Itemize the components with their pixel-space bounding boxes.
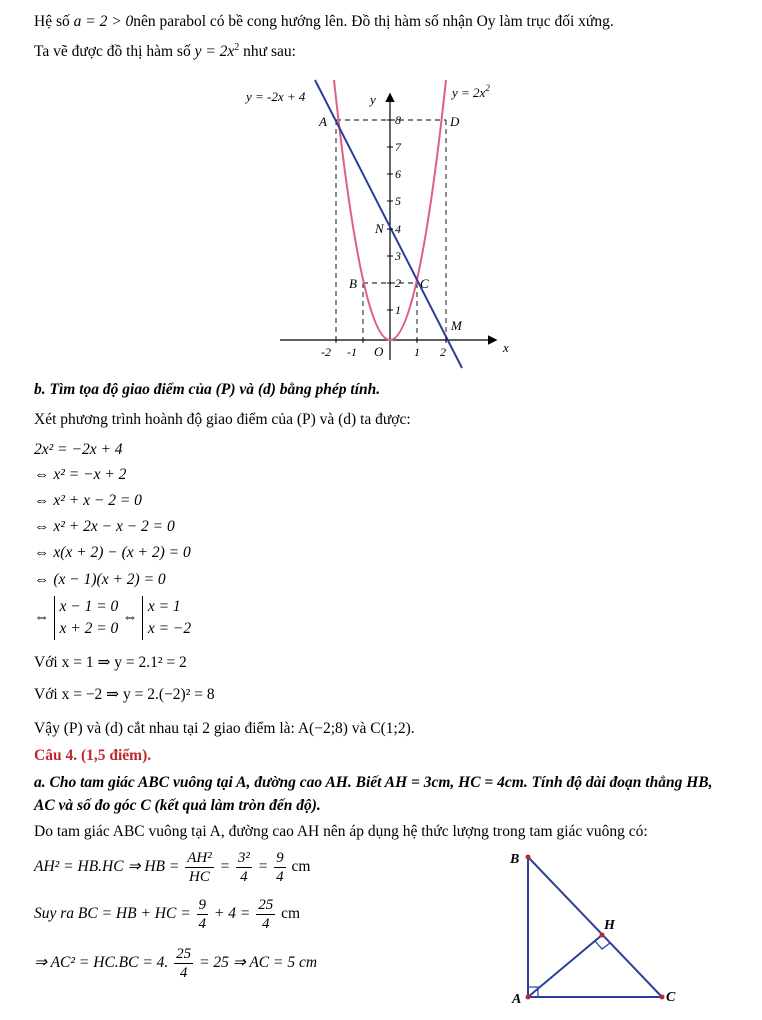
intro-line1-post: nên parabol có bề cong hướng lên. Đồ thị hàm số nhận Oy làm trục đối xứng. xyxy=(133,13,614,30)
y-tick-4: 4 xyxy=(395,222,401,236)
x-tick-2: 2 xyxy=(440,345,446,359)
point-B: B xyxy=(349,276,357,291)
triangle-label-C: C xyxy=(666,990,676,1005)
intro-line2-math: y = 2x xyxy=(194,43,235,60)
conclusion: Vậy (P) và (d) cắt nhau tại 2 giao điểm là: A(−2;8) và C(1;2). xyxy=(34,720,415,737)
step-system: ⇔ x − 1 = 0 x + 2 = 0 ⇔ x = 1 x = −2 xyxy=(34,596,195,640)
intro-line2-pre: Ta vẽ được đồ thị hàm số xyxy=(34,43,191,60)
intro-line1-math: a = 2 > 0 xyxy=(73,13,134,30)
cau4-eq-2: Suy ra BC = HB + HC = $\frac{9}{4}$ + 4 = $\frac{25}{4}$ cm xyxy=(34,896,301,932)
cau4-eq-3: ⇒ AC² = HC.BC = 4. $\frac{25}{4}$ = 25 ⇒ AC = 5 cm xyxy=(34,945,318,981)
y-tick-3: 3 xyxy=(395,249,401,263)
y-tick-5: 5 xyxy=(395,194,401,208)
function-graph xyxy=(0,0,762,380)
step-4: ⇔ x² + 2x − x − 2 = 0 xyxy=(34,518,175,535)
part-b-heading: b. Tìm tọa độ giao điểm của (P) và (d) bằng phép tính. xyxy=(34,381,381,398)
step-6: ⇔ (x − 1)(x + 2) = 0 xyxy=(34,571,166,588)
cau4-title: Câu 4. (1,5 điểm). xyxy=(34,747,152,764)
x-tick-1: 1 xyxy=(414,345,420,359)
label-line-d: y = -2x + 4 xyxy=(246,89,306,104)
x-tick-labels xyxy=(321,345,446,359)
system-2: x = 1 x = −2 xyxy=(142,596,191,640)
x-tick-neg1: -1 xyxy=(347,345,357,359)
with-x-1: Với x = 1 ⇒ y = 2.1² = 2 xyxy=(34,654,187,671)
step-3: ⇔ x² + x − 2 = 0 xyxy=(34,492,142,509)
altitude-AH xyxy=(528,935,602,997)
triangle-label-B: B xyxy=(510,852,520,867)
origin-label: O xyxy=(374,344,384,359)
line-d xyxy=(315,80,462,368)
step-2: ⇔ x² = −x + 2 xyxy=(34,466,127,483)
vertex-H-dot xyxy=(600,933,605,938)
point-N: N xyxy=(375,221,384,236)
x-tick-neg2: -2 xyxy=(321,345,331,359)
with-x-neg2: Với x = −2 ⇒ y = 2.(−2)² = 8 xyxy=(34,686,215,703)
point-D: D xyxy=(450,114,460,129)
y-tick-6: 6 xyxy=(395,167,401,181)
axis-x-label: x xyxy=(503,340,509,355)
step-1: 2x² = −2x + 4 xyxy=(34,441,123,458)
system-1: x − 1 = 0 x + 2 = 0 xyxy=(54,596,119,640)
point-C: C xyxy=(420,276,429,291)
y-tick-1: 1 xyxy=(395,303,401,317)
y-tick-7: 7 xyxy=(395,140,401,154)
step-5: ⇔ x(x + 2) − (x + 2) = 0 xyxy=(34,544,191,561)
cau4-intro: Do tam giác ABC vuông tại A, đường cao AH nên áp dụng hệ thức lượng trong tam giác vuông có: xyxy=(34,823,648,840)
axis-y-label: y xyxy=(370,92,376,107)
intro-line2-post: như sau: xyxy=(243,43,296,60)
cau4-part-a-line1: a. Cho tam giác ABC vuông tại A, đường cao AH. Biết AH = 3cm, HC = 4cm. Tính độ dài đoạn thẳng HB, xyxy=(34,774,713,791)
y-tick-2: 2 xyxy=(395,276,401,290)
y-tick-8: 8 xyxy=(395,113,401,127)
part-b-intro: Xét phương trình hoành độ giao điểm của (P) và (d) ta được: xyxy=(34,411,411,428)
vertex-A-dot xyxy=(526,995,531,1000)
cau4-part-a-line2: AC và số đo góc C (kết quả làm tròn đến độ). xyxy=(34,797,321,814)
triangle-label-H: H xyxy=(604,918,615,933)
intro-line2-exp: 2 xyxy=(234,42,240,53)
vertex-C-dot xyxy=(660,995,665,1000)
label-parabola: $y = 2x^2$ xyxy=(452,83,490,100)
intro-line1-pre: Hệ số xyxy=(34,13,70,30)
point-A: A xyxy=(319,114,327,129)
cau4-eq-1: AH² = HB.HC ⇒ HB = $\frac{\text{AH²}}{HC}$ = $\frac{\text{3²}}{4}$ = $\frac{9}{4}$ cm xyxy=(34,849,311,885)
right-angle-H xyxy=(595,941,610,949)
side-BC xyxy=(528,857,662,997)
point-M: M xyxy=(451,318,462,333)
triangle-label-A: A xyxy=(512,992,522,1007)
y-tick-labels xyxy=(394,113,402,317)
vertex-B-dot xyxy=(526,855,531,860)
triangle-figure xyxy=(500,845,700,1015)
